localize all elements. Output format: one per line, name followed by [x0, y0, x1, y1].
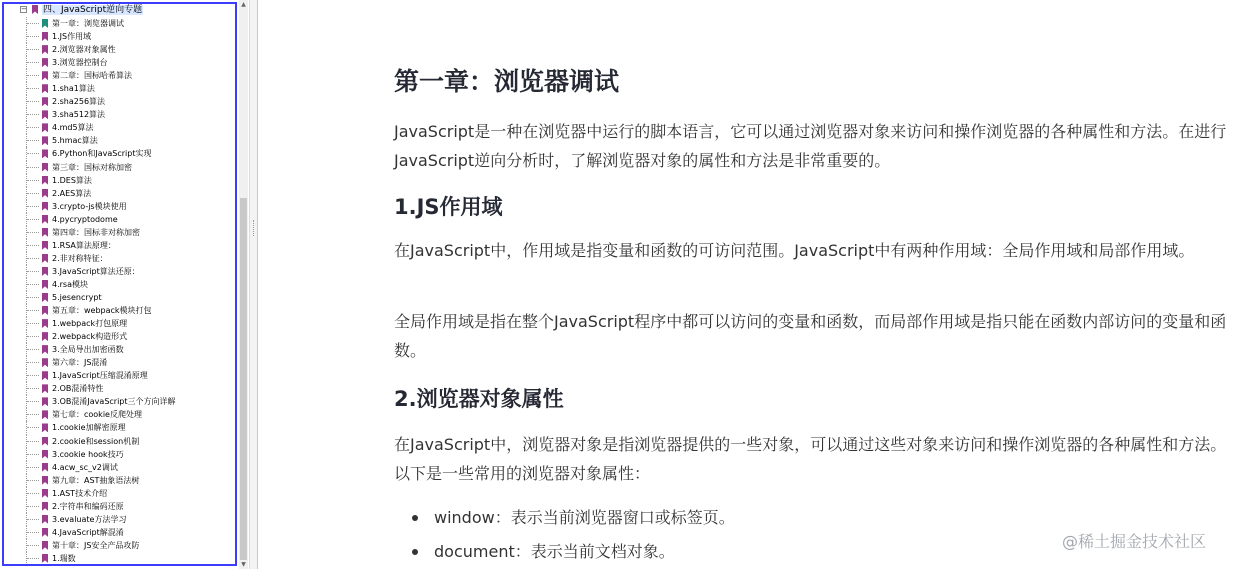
- bookmark-icon: [42, 241, 48, 250]
- bookmark-icon: [42, 319, 48, 328]
- bookmark-icon: [42, 489, 48, 498]
- outline-item[interactable]: [4, 213, 235, 226]
- tree-guide-line: [26, 552, 42, 565]
- bookmark-icon: [42, 463, 48, 472]
- tree-guide-line: [26, 147, 42, 160]
- minus-box-icon[interactable]: −: [21, 5, 27, 13]
- outline-item-label: 2.OB混淆特性: [52, 384, 104, 394]
- outline-item[interactable]: [4, 69, 235, 82]
- bookmark-icon: [42, 541, 48, 550]
- outline-item-label: 第五章：webpack模块打包: [52, 306, 152, 316]
- bookmark-icon: [42, 306, 48, 315]
- outline-item-label: 1.DES算法: [52, 175, 92, 185]
- scroll-up-arrow-icon[interactable]: ▲: [241, 1, 246, 8]
- watermark: @稀土掘金技术社区: [1062, 532, 1207, 551]
- outline-item[interactable]: [4, 408, 235, 421]
- list-item: window：表示当前浏览器窗口或标签页。: [394, 501, 1230, 535]
- bookmark-icon: [32, 5, 38, 14]
- outline-item-label: 3.crypto-js模块使用: [52, 201, 127, 211]
- tree-guide-line: [26, 500, 42, 513]
- tree-guide-line: [26, 369, 42, 382]
- outline-item-label: 第四章：国标非对称加密: [52, 227, 140, 237]
- outline-item-label: 1.JS作用域: [52, 32, 92, 42]
- bookmark-icon: [42, 502, 48, 511]
- outline-item-label: 2.字符串和编码还原: [52, 501, 124, 511]
- section-title-browser-props: 2.浏览器对象属性: [394, 387, 564, 411]
- tree-guide-line: [26, 226, 42, 239]
- outline-item-label: 2.sha256算法: [52, 97, 106, 107]
- bookmark-icon: [42, 358, 48, 367]
- outline-item-label: 第六章：JS混淆: [52, 358, 108, 368]
- outline-item-label: 3.cookie hook技巧: [52, 449, 124, 459]
- outline-root-label: 四、JavaScript逆向专题: [43, 5, 143, 15]
- outline-item-label: 3.全局导出加密函数: [52, 345, 124, 355]
- tree-guide-line: [26, 526, 42, 539]
- bookmark-icon: [42, 45, 48, 54]
- outline-item[interactable]: [4, 500, 235, 513]
- bookmark-icon: [42, 554, 48, 563]
- tree-guide-line: [26, 382, 42, 395]
- outline-item[interactable]: [4, 474, 235, 487]
- tree-guide-line: [26, 435, 42, 448]
- outline-item[interactable]: [4, 330, 235, 343]
- tree-guide-line: [26, 343, 42, 356]
- outline-item[interactable]: [4, 448, 235, 461]
- outline-scrollbar[interactable]: [239, 0, 248, 569]
- outline-item-label: 第三章：国标对称加密: [52, 162, 132, 172]
- bookmark-icon: [42, 280, 48, 289]
- browser-props-paragraph: 在JavaScript中，浏览器对象是指浏览器提供的一些对象，可以通过这些对象来访问和操作浏览器的各种属性和方法。以下是一些常用的浏览器对象属性：: [394, 435, 1227, 483]
- outline-tree: [2, 2, 237, 566]
- outline-item[interactable]: [4, 56, 235, 69]
- outline-item-label: 1.webpack打包原理: [52, 319, 128, 329]
- bookmark-icon: [42, 189, 48, 198]
- scope-paragraph-1: 在JavaScript中，作用域是指变量和函数的可访问范围。JavaScript中有两种作用域：全局作用域和局部作用域。: [394, 241, 1195, 260]
- bookmark-icon: [42, 345, 48, 354]
- outline-item[interactable]: [4, 265, 235, 278]
- outline-panel: [0, 0, 258, 569]
- bookmark-icon: [42, 437, 48, 446]
- outline-item-label: 1.瑞数: [52, 553, 76, 563]
- outline-item[interactable]: [4, 435, 235, 448]
- scroll-down-arrow-icon[interactable]: ▼: [241, 561, 246, 568]
- bookmark-icon: [42, 110, 48, 119]
- outline-item-label: 2.webpack构造形式: [52, 332, 128, 342]
- panel-splitter[interactable]: [249, 0, 258, 569]
- outline-item[interactable]: [4, 421, 235, 434]
- tree-guide-line: [26, 174, 42, 187]
- list-item: document：表示当前文档对象。: [394, 535, 1230, 569]
- outline-item-label: 4.JavaScript解混淆: [52, 527, 124, 537]
- bookmark-icon: [42, 384, 48, 393]
- outline-item[interactable]: [4, 278, 235, 291]
- tree-guide-line: [26, 474, 42, 487]
- bookmark-icon: [42, 58, 48, 67]
- outline-item-label: 第九章：AST抽象语法树: [52, 475, 140, 485]
- tree-guide-line: [26, 56, 42, 69]
- outline-item-label: 5.hmac算法: [52, 136, 98, 146]
- outline-item-label: 3.sha512算法: [52, 110, 106, 120]
- outline-item-label: 第七章：cookie反爬处理: [52, 410, 142, 420]
- outline-item-label: 1.cookie加解密原理: [52, 423, 126, 433]
- tree-guide-line: [26, 108, 42, 121]
- outline-item-label: 1.JavaScript压缩混淆原理: [52, 371, 148, 381]
- outline-item-label: 1.AST技术介绍: [52, 488, 108, 498]
- outline-item-label: 3.OB混淆JavaScript三个方向详解: [52, 397, 176, 407]
- outline-item-label: 6.Python和JavaScript实现: [52, 149, 152, 159]
- tree-guide-line: [26, 317, 42, 330]
- outline-item[interactable]: [4, 200, 235, 213]
- outline-item-label: 第十章：JS安全产品攻防: [52, 540, 140, 550]
- outline-item[interactable]: [4, 291, 235, 304]
- tree-guide-line: [26, 278, 42, 291]
- bookmark-icon: [42, 254, 48, 263]
- outline-item-label: 3.evaluate方法学习: [52, 514, 127, 524]
- tree-guide-line: [26, 448, 42, 461]
- tree-guide-line: [26, 252, 42, 265]
- tree-guide-line: [26, 134, 42, 147]
- outline-item[interactable]: [4, 526, 235, 539]
- bookmark-icon: [42, 123, 48, 132]
- outline-item-label: 4.md5算法: [52, 123, 94, 133]
- bookmark-icon: [42, 136, 48, 145]
- bookmark-icon: [42, 228, 48, 237]
- outline-item[interactable]: [4, 174, 235, 187]
- tree-guide-line: [26, 187, 42, 200]
- tree-guide-line: [26, 82, 42, 95]
- scrollbar-thumb[interactable]: [240, 198, 247, 560]
- outline-item[interactable]: [4, 461, 235, 474]
- outline-item[interactable]: [4, 82, 235, 95]
- tree-guide-line: [26, 330, 42, 343]
- bookmark-icon: [42, 267, 48, 276]
- bookmark-icon: [42, 97, 48, 106]
- tree-guide-line: [26, 395, 42, 408]
- tree-guide-line: [26, 17, 42, 30]
- bookmark-icon: [42, 397, 48, 406]
- tree-guide-line: [26, 161, 42, 174]
- outline-item[interactable]: [4, 43, 235, 56]
- tree-guide-line: [26, 121, 42, 134]
- bookmark-icon: [42, 84, 48, 93]
- outline-item-label: 2.非对称特征：: [52, 253, 108, 263]
- bookmark-icon: [42, 19, 48, 28]
- outline-item[interactable]: [4, 147, 235, 160]
- tree-guide-line: [26, 421, 42, 434]
- tree-guide-line: [26, 461, 42, 474]
- bookmark-icon: [42, 371, 48, 380]
- section-title-js-scope: 1.JS作用域: [394, 195, 503, 219]
- outline-item-label: 2.浏览器对象属性: [52, 45, 116, 55]
- tree-guide-line: [26, 291, 42, 304]
- outline-item[interactable]: [4, 252, 235, 265]
- outline-item[interactable]: [4, 239, 235, 252]
- outline-item[interactable]: [4, 539, 235, 552]
- tree-guide-line: [26, 487, 42, 500]
- outline-item[interactable]: [4, 552, 235, 565]
- outline-item[interactable]: [4, 513, 235, 526]
- outline-item[interactable]: [4, 487, 235, 500]
- outline-item[interactable]: [4, 134, 235, 147]
- outline-item-label: 5.jesencrypt: [52, 292, 102, 302]
- splitter-grip[interactable]: [253, 220, 255, 236]
- intro-paragraph: JavaScript是一种在浏览器中运行的脚本语言，它可以通过浏览器对象来访问和操作浏览器的各种属性和方法。在进行JavaScript逆向分析时，了解浏览器对象的属性和方法是非常重要的。: [394, 122, 1227, 170]
- bookmark-icon: [42, 476, 48, 485]
- outline-item[interactable]: [4, 395, 235, 408]
- outline-root-item[interactable]: [8, 4, 143, 16]
- tree-guide-line: [26, 539, 42, 552]
- outline-item[interactable]: [4, 30, 235, 43]
- tree-guide-line: [26, 513, 42, 526]
- outline-item[interactable]: [4, 17, 235, 30]
- outline-item[interactable]: [4, 356, 235, 369]
- tree-guide-line: [26, 69, 42, 82]
- chapter-title: 第一章：浏览器调试: [394, 67, 620, 96]
- scope-paragraph-2: 全局作用域是指在整个JavaScript程序中都可以访问的变量和函数，而局部作用域是指只能在函数内部访问的变量和函数。: [394, 312, 1227, 360]
- outline-item-label: 1.RSA算法原理：: [52, 240, 116, 250]
- bookmark-icon: [42, 32, 48, 41]
- outline-item[interactable]: [4, 343, 235, 356]
- outline-item-label: 3.JavaScript算法还原：: [52, 266, 140, 276]
- bookmark-icon: [42, 215, 48, 224]
- tree-guide-line: [26, 213, 42, 226]
- bookmark-icon: [42, 149, 48, 158]
- bookmark-icon: [42, 410, 48, 419]
- outline-item-list: [4, 17, 235, 565]
- outline-item[interactable]: [4, 108, 235, 121]
- outline-item[interactable]: [4, 187, 235, 200]
- tree-guide-line: [26, 304, 42, 317]
- tree-guide-line: [26, 239, 42, 252]
- tree-guide-line: [26, 43, 42, 56]
- outline-item-label: 2.AES算法: [52, 188, 92, 198]
- bookmark-icon: [42, 515, 48, 524]
- bookmark-icon: [42, 71, 48, 80]
- outline-item-label: 1.sha1算法: [52, 84, 95, 94]
- bookmark-icon: [42, 293, 48, 302]
- tree-guide-line: [26, 356, 42, 369]
- outline-item[interactable]: [4, 226, 235, 239]
- outline-item[interactable]: [4, 95, 235, 108]
- bookmark-icon: [42, 423, 48, 432]
- outline-item[interactable]: [4, 317, 235, 330]
- outline-item[interactable]: [4, 121, 235, 134]
- outline-item-label: 4.pycryptodome: [52, 214, 118, 224]
- outline-item-label: 3.浏览器控制台: [52, 58, 108, 68]
- tree-guide-line: [26, 265, 42, 278]
- tree-guide-line: [26, 95, 42, 108]
- tree-guide-line: [26, 200, 42, 213]
- bookmark-icon: [42, 176, 48, 185]
- outline-item-label: 第二章：国标哈希算法: [52, 71, 132, 81]
- bookmark-icon: [42, 528, 48, 537]
- outline-item-label: 2.cookie和session机制: [52, 436, 140, 446]
- bookmark-icon: [42, 332, 48, 341]
- bookmark-icon: [42, 202, 48, 211]
- tree-guide-line: [26, 30, 42, 43]
- outline-item[interactable]: [4, 382, 235, 395]
- outline-item[interactable]: [4, 304, 235, 317]
- outline-item-label: 4.acw_sc_v2调试: [52, 462, 118, 472]
- outline-item[interactable]: [4, 369, 235, 382]
- outline-item-label: 第一章：浏览器调试: [52, 19, 124, 28]
- bookmark-icon: [42, 450, 48, 459]
- tree-guide-line: [26, 408, 42, 421]
- bookmark-icon: [42, 163, 48, 172]
- outline-item[interactable]: [4, 161, 235, 174]
- outline-item-label: 4.rsa模块: [52, 279, 88, 289]
